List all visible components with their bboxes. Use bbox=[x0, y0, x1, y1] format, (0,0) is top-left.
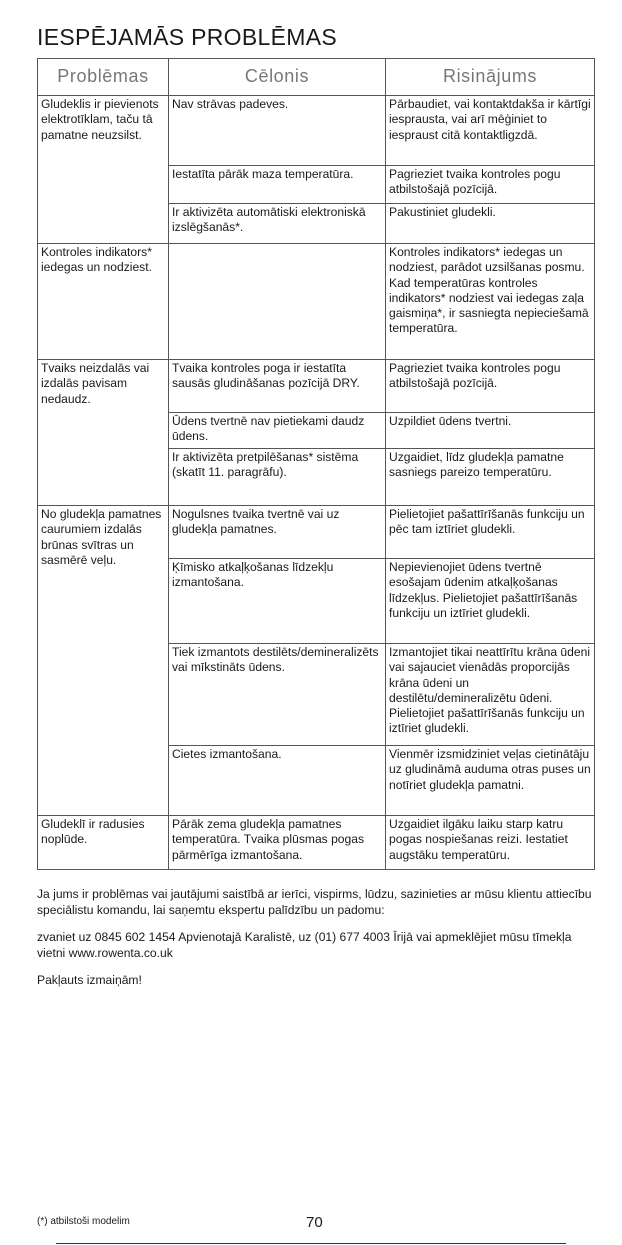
cause-cell: Tiek izmantots destilēts/demineralizēts vai mīkstināts ūdens. bbox=[169, 644, 386, 746]
bottom-divider bbox=[56, 1243, 566, 1244]
table-row bbox=[38, 816, 595, 870]
contact-notes bbox=[37, 886, 597, 999]
header-cause: Cēlonis bbox=[169, 59, 386, 96]
solution-cell: Izmantojiet tikai neattīrītu krāna ūdeni vai sajauciet vienādās proporcijās krāna ūdeni un destilētu/demineralizētu ūdeni. Pielietojiet pašattīrīšanās funkciju un iztīriet gludekli. bbox=[386, 644, 595, 746]
cause-cell: Pārāk zema gludekļa pamatnes temperatūra. Tvaika plūsmas pogas pārmērīga izmantošana. bbox=[169, 816, 386, 870]
problem-cell: No gludekļa pamatnes caurumiem izdalās brūnas svītras un sasmērē veļu. bbox=[38, 506, 169, 816]
page-number: 70 bbox=[306, 1214, 323, 1231]
contact-paragraph: Ja jums ir problēmas vai jautājumi saistībā ar ierīci, vispirms, lūdzu, sazinieties ar mūsu klientu attiecību speciālistu komandu, lai saņemtu ekspertu palīdzību un padomu: bbox=[37, 887, 592, 917]
solution-cell: Uzgaidiet ilgāku laiku starp katru pogas nospiešanas reizi. Iestatiet augstāku temperatūru. bbox=[386, 816, 595, 870]
cause-cell: Ķīmisko atkaļķošanas līdzekļu izmantošana. bbox=[169, 559, 386, 644]
problem-cell: Kontroles indikators* iedegas un nodziest. bbox=[38, 244, 169, 360]
model-footnote: (*) atbilstoši modelim bbox=[37, 1216, 130, 1227]
cause-cell: Ir aktivizēta automātiski elektroniskā izslēgšanās*. bbox=[169, 204, 386, 244]
problem-cell: Tvaiks neizdalās vai izdalās pavisam nedaudz. bbox=[38, 360, 169, 506]
solution-cell: Pagrieziet tvaika kontroles pogu atbilstošajā pozīcijā. bbox=[386, 166, 595, 204]
solution-cell: Uzpildiet ūdens tvertni. bbox=[386, 413, 595, 449]
cause-cell: Ūdens tvertnē nav pietiekami daudz ūdens. bbox=[169, 413, 386, 449]
table-row bbox=[38, 360, 595, 413]
solution-cell: Pagrieziet tvaika kontroles pogu atbilstošajā pozīcijā. bbox=[386, 360, 595, 413]
cause-cell: Nav strāvas padeves. bbox=[169, 96, 386, 166]
solution-cell: Pārbaudiet, vai kontaktdakša ir kārtīgi iesprausta, vai arī mēģiniet to iespraust citā kontaktligzdā. bbox=[386, 96, 595, 166]
solution-cell: Kontroles indikators* iedegas un nodziest, parādot uzsilšanas posmu. Kad temperatūras kontroles indikators* nodziest vai iedegas zaļa gaismiņa*, ir sasniegta nepieciešamā temperatūra. bbox=[386, 244, 595, 360]
solution-cell: Pielietojiet pašattīrīšanās funkciju un pēc tam iztīriet gludekli. bbox=[386, 506, 595, 559]
solution-cell: Uzgaidiet, līdz gludekļa pamatne sasniegs pareizo temperatūru. bbox=[386, 449, 595, 506]
table-header-row bbox=[38, 59, 595, 96]
cause-cell bbox=[169, 244, 386, 360]
cause-cell: Tvaika kontroles poga ir iestatīta sausās gludināšanas pozīcijā DRY. bbox=[169, 360, 386, 413]
table-row bbox=[38, 506, 595, 559]
cause-cell: Ir aktivizēta pretpilēšanas* sistēma (skatīt 11. paragrāfu). bbox=[169, 449, 386, 506]
page-title: IESPĒJAMĀS PROBLĒMAS bbox=[37, 24, 337, 50]
table-row bbox=[38, 96, 595, 166]
phone-paragraph: zvaniet uz 0845 602 1454 Apvienotajā Karalistē, uz (01) 677 4003 Īrijā vai apmeklējiet mūsu tīmekļa vietni www.rowenta.co.uk bbox=[37, 930, 572, 960]
problem-cell: Gludeklī ir radusies noplūde. bbox=[38, 816, 169, 870]
solution-cell: Vienmēr izsmidziniet veļas cietinātāju uz gludināmā auduma otras puses un notīriet gludekļa pamatni. bbox=[386, 746, 595, 816]
problem-cell: Gludeklis ir pievienots elektrotīklam, taču tā pamatne neuzsilst. bbox=[38, 96, 169, 244]
table-row bbox=[38, 244, 595, 360]
cause-cell: Cietes izmantošana. bbox=[169, 746, 386, 816]
cause-cell: Iestatīta pārāk maza temperatūra. bbox=[169, 166, 386, 204]
header-solution: Risinājums bbox=[386, 59, 595, 96]
header-problems: Problēmas bbox=[38, 59, 169, 96]
cause-cell: Nogulsnes tvaika tvertnē vai uz gludekļa pamatnes. bbox=[169, 506, 386, 559]
changes-paragraph: Pakļauts izmaiņām! bbox=[37, 973, 142, 987]
troubleshooting-table bbox=[37, 58, 595, 870]
solution-cell: Pakustiniet gludekli. bbox=[386, 204, 595, 244]
solution-cell: Nepievienojiet ūdens tvertnē esošajam ūdenim atkaļķošanas līdzekļus. Pielietojiet pašattīrīšanās funkciju un iztīriet gludekli. bbox=[386, 559, 595, 644]
